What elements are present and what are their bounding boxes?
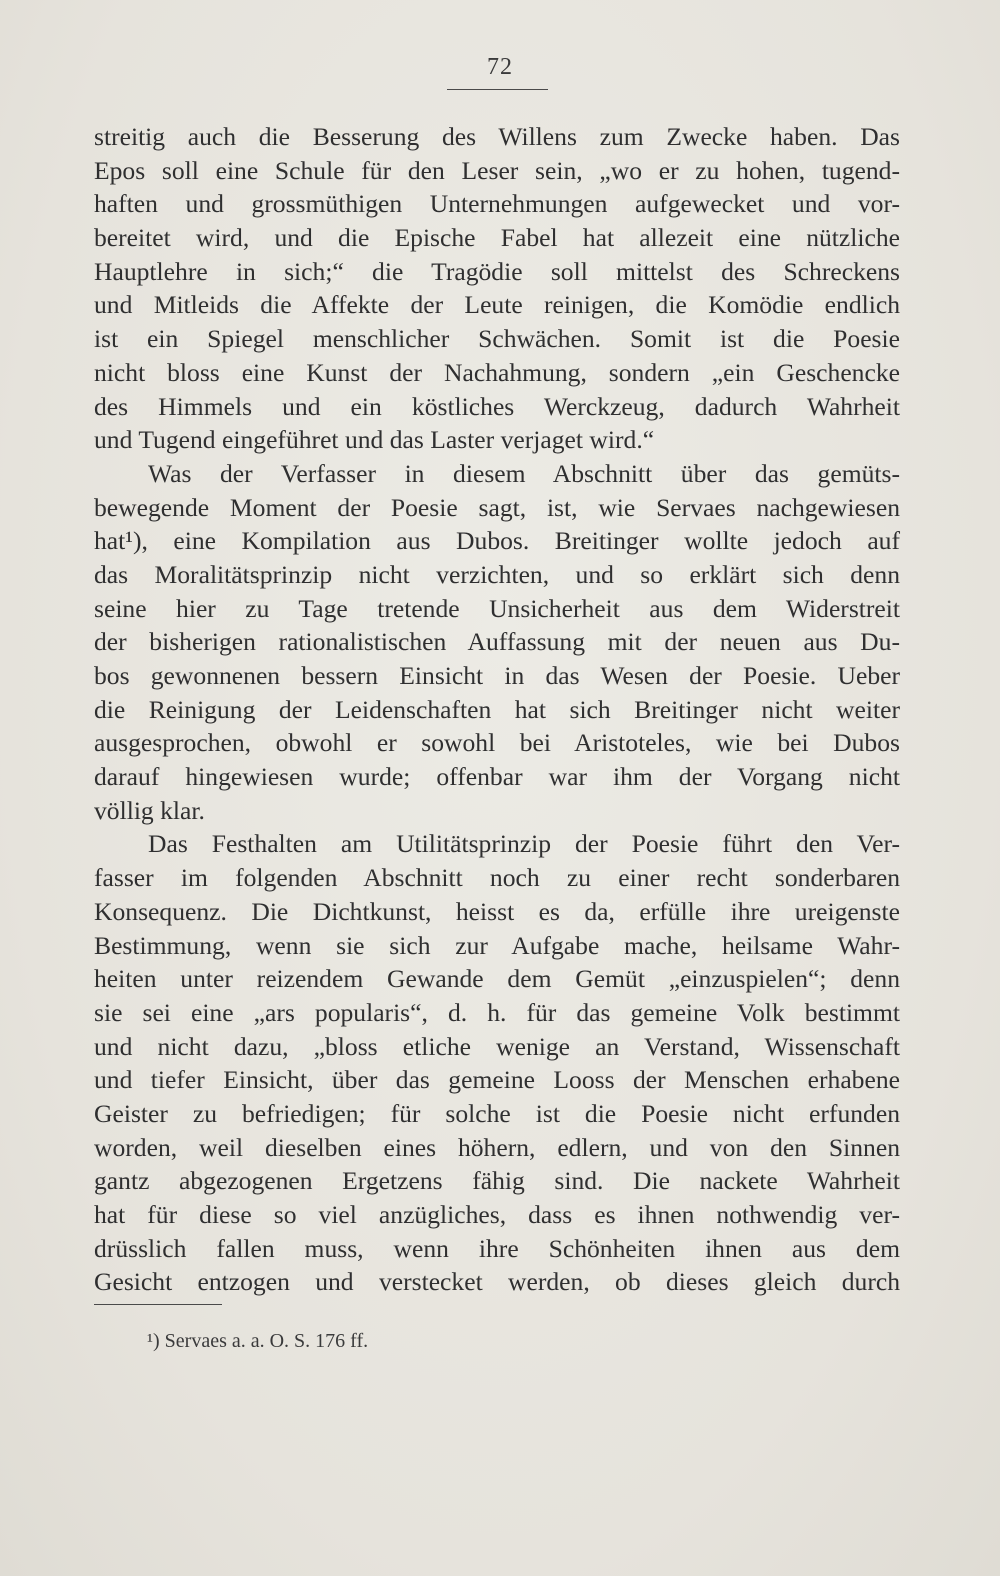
text-line: Bestimmung, wenn sie sich zur Aufgabe mache, heilsame Wahr- <box>94 930 900 960</box>
footnote: ¹) Servaes a. a. O. S. 176 ff. <box>147 1330 369 1352</box>
text-line: und Mitleids die Affekte der Leute reinigen, die Komödie endlich <box>94 290 900 320</box>
text-line: ist ein Spiegel menschlicher Schwächen. Somit ist die Poesie <box>94 324 900 354</box>
text-line: des Himmels und ein köstliches Werckzeug, dadurch Wahrheit <box>94 391 900 421</box>
text-line: heiten unter reizendem Gewande dem Gemüt „einzuspielen“; denn <box>94 964 900 994</box>
page-number: 72 <box>487 54 513 80</box>
text-line: streitig auch die Besserung des Willens zum Zwecke haben. Das <box>94 122 900 151</box>
text-line: Hauptlehre in sich;“ die Tragödie soll mittelst des Schreckens <box>94 256 900 286</box>
text-line: ausgesprochen, obwohl er sowohl bei Aristoteles, wie bei Dubos <box>94 728 900 758</box>
text-line: nicht bloss eine Kunst der Nachahmung, sondern „ein Geschencke <box>94 357 900 387</box>
text-line: und tiefer Einsicht, über das gemeine Looss der Menschen erhabene <box>94 1065 900 1095</box>
text-line: Das Festhalten am Utilitätsprinzip der Poesie führt den Ver- <box>148 829 900 859</box>
text-line: bereitet wird, und die Epische Fabel hat allezeit eine nützliche <box>94 223 900 253</box>
text-line: das Moralitätsprinzip nicht verzichten, und so erklärt sich denn <box>94 559 900 589</box>
text-line: Geister zu befriedigen; für solche ist die Poesie nicht erfunden <box>94 1098 900 1128</box>
text-line: hat¹), eine Kompilation aus Dubos. Breitinger wollte jedoch auf <box>94 526 900 556</box>
page-number-rule <box>447 89 548 90</box>
text-line: gantz abgezogenen Ergetzens fähig sind. Die nackete Wahrheit <box>94 1166 900 1196</box>
text-line: hat für diese so viel anzügliches, dass es ihnen nothwendig ver- <box>94 1200 900 1229</box>
text-line: worden, weil dieselben eines höhern, edlern, und von den Sinnen <box>94 1132 900 1162</box>
text-line: Konsequenz. Die Dichtkunst, heisst es da, erfülle ihre ureigenste <box>94 896 900 926</box>
text-line: fasser im folgenden Abschnitt noch zu einer recht sonderbaren <box>94 863 900 893</box>
body-text <box>94 120 900 1299</box>
text-line: bewegende Moment der Poesie sagt, ist, wie Servaes nachgewiesen <box>94 492 900 522</box>
text-line: Gesicht entzogen und verstecket werden, ob dieses gleich durch <box>94 1267 900 1297</box>
text-line: seine hier zu Tage tretende Unsicherheit aus dem Widerstreit <box>94 593 900 623</box>
text-line: darauf hingewiesen wurde; offenbar war ihm der Vorgang nicht <box>94 762 900 792</box>
footnote-rule <box>94 1304 222 1305</box>
text-line: Epos soll eine Schule für den Leser sein, „wo er zu hohen, tugend- <box>94 155 900 185</box>
text-line: Was der Verfasser in diesem Abschnitt über das gemüts- <box>148 458 900 488</box>
text-line: bos gewonnenen bessern Einsicht in das Wesen der Poesie. Ueber <box>94 661 900 690</box>
text-line: völlig klar. <box>94 795 205 825</box>
text-line: der bisherigen rationalistischen Auffassung mit der neuen aus Du- <box>94 627 900 657</box>
text-line: und Tugend eingeführet und das Laster verjaget wird.“ <box>94 425 655 455</box>
text-line: sie sei eine „ars popularis“, d. h. für das gemeine Volk bestimmt <box>94 997 900 1027</box>
text-line: und nicht dazu, „bloss etliche wenige an Verstand, Wissenschaft <box>94 1031 900 1061</box>
text-line: die Reinigung der Leidenschaften hat sich Breitinger nicht weiter <box>94 694 900 724</box>
text-line: drüsslich fallen muss, wenn ihre Schönheiten ihnen aus dem <box>94 1233 900 1263</box>
text-line: haften und grossmüthigen Unternehmungen aufgewecket und vor- <box>94 189 900 219</box>
